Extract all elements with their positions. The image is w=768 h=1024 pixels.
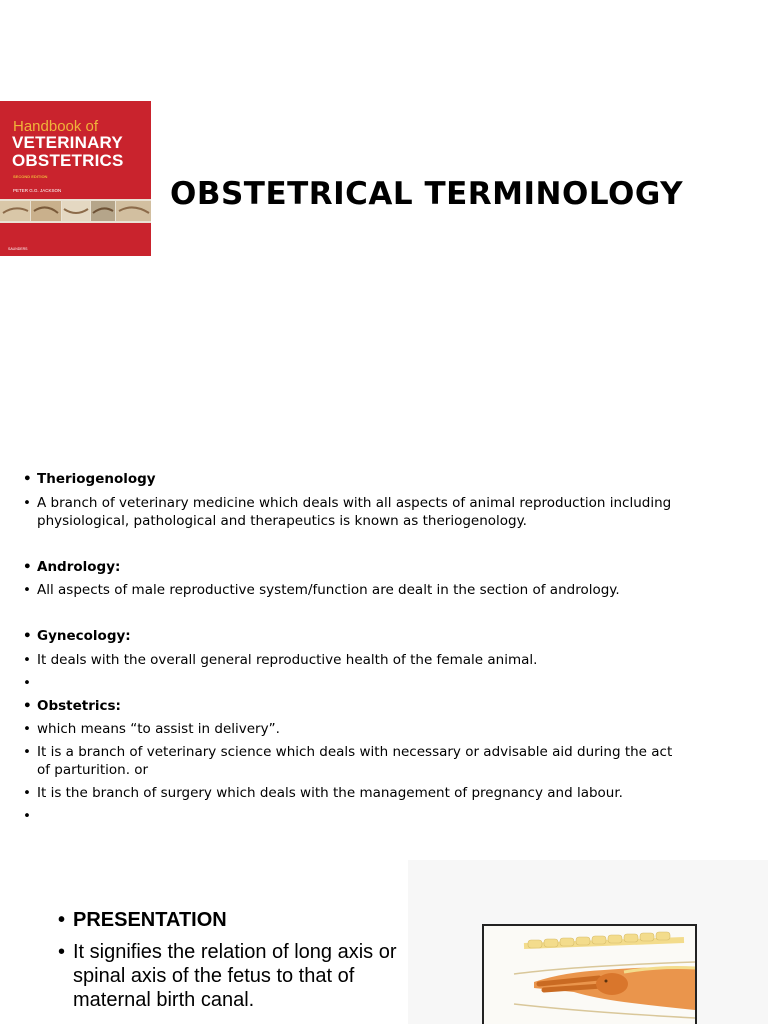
list-item-empty xyxy=(37,675,677,692)
cover-line1: Handbook of xyxy=(13,118,99,135)
list-item: • All aspects of male reproductive system/function are dealt in the section of andrology. xyxy=(37,582,677,600)
slide-title-text: OBSTETRICAL TERMINOLOGY xyxy=(170,176,684,212)
fetus-illustration-svg xyxy=(484,926,695,1024)
list-item: • It is a branch of veterinary science which deals with necessary or advisable aid during the act of parturition. or xyxy=(37,744,677,779)
cover-author: PETER G.G. JACKSON xyxy=(13,188,62,193)
presentation-heading: • PRESENTATION xyxy=(73,908,423,932)
cover-publisher: SAUNDERS xyxy=(8,247,28,251)
book-cover-image xyxy=(0,101,151,256)
list-item-empty xyxy=(37,808,677,825)
list-item: • Obstetrics: xyxy=(37,698,677,716)
cover-photo-strip xyxy=(0,199,151,223)
cover-line3: OBSTETRICS xyxy=(12,151,124,170)
list-item: • Andrology: xyxy=(37,559,677,577)
list-item: • A branch of veterinary medicine which deals with all aspects of animal reproduction including physiological, pathological and therapeutics is known as theriogenology. xyxy=(37,495,677,530)
slide-presentation xyxy=(0,850,768,1024)
list-item: • Theriogenology xyxy=(37,471,677,489)
list-item: • which means “to assist in delivery”. xyxy=(37,721,677,739)
slide-definitions xyxy=(0,440,768,850)
fetal-presentation-illustration xyxy=(482,924,697,1024)
presentation-body: • It signifies the relation of long axis or spinal axis of the fetus to that of maternal birth canal. xyxy=(73,940,423,1012)
list-item: • It deals with the overall general reproductive health of the female animal. xyxy=(37,652,677,670)
slide-title xyxy=(0,0,768,440)
cover-edition: SECOND EDITION xyxy=(13,174,48,179)
list-item: • Gynecology: xyxy=(37,628,677,646)
list-item: • It is the branch of surgery which deals with the management of pregnancy and labour. xyxy=(37,785,677,803)
cover-line2: VETERINARY xyxy=(12,133,123,152)
